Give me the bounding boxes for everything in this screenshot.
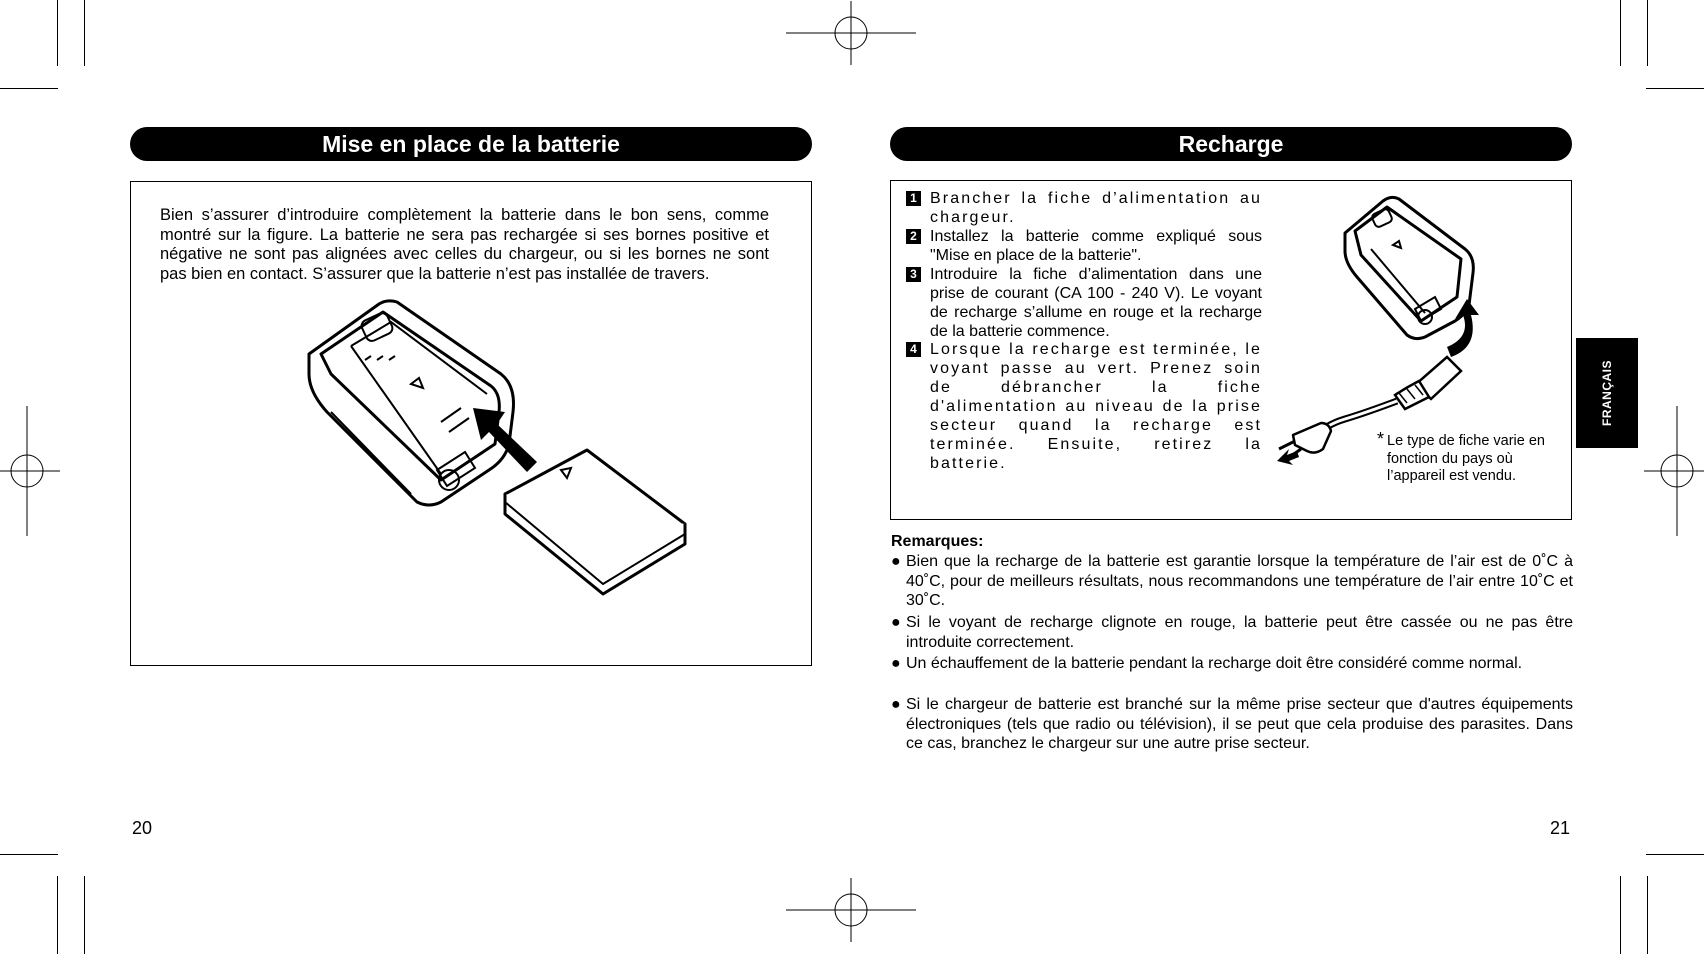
- bullet-icon: ●: [891, 553, 901, 570]
- step-number: 1: [906, 191, 921, 206]
- step-text: Lorsque la recharge est terminée, le voyant passe au vert. Prenez soin de débrancher la fiche d'alimentation au niveau de la prise secteur quand la recharge est terminée. Ensuite, retirez la batterie.: [930, 341, 1262, 472]
- charging-steps-box: [890, 180, 1572, 520]
- page-number-right: 21: [1550, 818, 1571, 838]
- crop-mark: [84, 0, 85, 66]
- page-number-left: 20: [132, 818, 153, 838]
- remark-item: [891, 552, 1573, 611]
- crop-mark: [57, 0, 58, 66]
- plug-type-note: Le type de fiche varie en fonction du pays où l’appareil est vendu.: [1387, 433, 1545, 484]
- language-tab-label: FRANÇAIS: [1600, 360, 1614, 426]
- crop-mark: [57, 876, 58, 954]
- language-tab: [1576, 338, 1638, 448]
- step-3: [906, 265, 1262, 341]
- crop-mark: [1647, 0, 1648, 66]
- section-title-left: Mise en place de la batterie: [130, 127, 812, 161]
- step-text: Brancher la fiche d’alimentation au chargeur.: [930, 190, 1262, 226]
- crop-mark: [1647, 876, 1648, 954]
- crop-mark: [84, 876, 85, 954]
- remark-text: Un échauffement de la batterie pendant la recharge doit être considéré comme normal.: [906, 655, 1523, 672]
- remark-item: [891, 654, 1573, 674]
- registration-mark: [1644, 406, 1704, 536]
- step-2: [906, 227, 1262, 265]
- registration-mark: [786, 878, 916, 942]
- bullet-icon: ●: [891, 655, 901, 672]
- charger-battery-illustration: [291, 294, 711, 644]
- remark-text: Si le chargeur de batterie est branché sur la même prise secteur que d'autres équipements électroniques (tels que radio ou télévision), il se peut que cela produise des parasites. Dans ce cas, branchez le chargeur sur une autre prise secteur.: [906, 696, 1573, 752]
- crop-mark: [1620, 876, 1621, 954]
- bullet-icon: ●: [891, 696, 901, 713]
- remark-text: Bien que la recharge de la batterie est garantie lorsque la température de l’air est de 0˚C à 40˚C, pour de meilleurs résultats, nous recommandons une température de l’air entre 10˚C et 30˚C.: [906, 553, 1573, 609]
- step-1: [906, 189, 1262, 227]
- crop-mark: [0, 88, 58, 89]
- remarks-heading: Remarques:: [891, 533, 984, 550]
- step-4: [906, 340, 1262, 473]
- plug-note-asterisk: *: [1377, 429, 1385, 449]
- registration-mark: [0, 406, 60, 536]
- battery-insertion-box: [130, 181, 812, 666]
- crop-mark: [1646, 854, 1704, 855]
- crop-mark: [1620, 0, 1621, 66]
- remark-text: Si le voyant de recharge clignote en rouge, la batterie peut être cassée ou ne pas être introduite correctement.: [906, 614, 1573, 651]
- step-text: Introduire la fiche d’alimentation dans une prise de courant (CA 100 - 240 V). Le voyant de recharge s’allume en rouge et la recharge de la batterie commence.: [930, 266, 1262, 340]
- crop-mark: [1646, 88, 1704, 89]
- step-number: 4: [906, 342, 921, 357]
- battery-instructions: Bien s’assurer d’introduire complètement la batterie dans le bon sens, comme montré sur la figure. La batterie ne sera pas rechargée si ses bornes positive et négative ne sont pas alignées avec celles du chargeur, ou si les bornes ne sont pas bien en contact. S’assurer que la batterie n’est pas installée de travers.: [160, 206, 769, 283]
- remark-item: [891, 613, 1573, 652]
- registration-mark: [786, 1, 916, 65]
- step-number: 2: [906, 229, 921, 244]
- step-number: 3: [906, 267, 921, 282]
- step-text: Installez la batterie comme expliqué sous "Mise en place de la batterie".: [930, 228, 1262, 264]
- bullet-icon: ●: [891, 614, 901, 631]
- section-title-right: Recharge: [890, 127, 1572, 161]
- remark-item: [891, 695, 1573, 754]
- crop-mark: [0, 854, 58, 855]
